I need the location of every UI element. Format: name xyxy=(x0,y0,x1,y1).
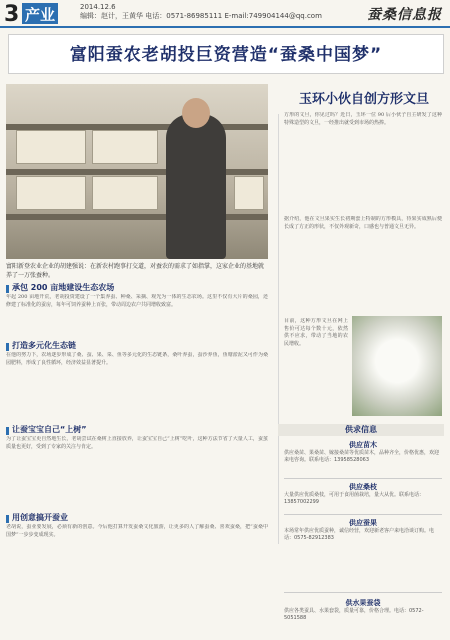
ad-text: 大量供应优质桑枝，可用于食用菌栽培，量大从优。联系电话：13857002299 xyxy=(284,492,425,505)
ad-title: 供应苗木 xyxy=(349,441,377,449)
header-email: E-mail:749904144@qq.com xyxy=(224,12,322,20)
ad-title: 供应蚕果 xyxy=(349,519,377,527)
fruit-photo xyxy=(352,316,442,416)
divider xyxy=(284,592,442,593)
subhead-4: 用创意搞开蚕业 xyxy=(6,512,268,523)
farmer-face xyxy=(182,98,210,128)
article-paragraph: 方形的文旦，你见过吗？近日，玉环一位 90 后小伙子自主研发了这种特殊造型的文旦，一经推出就受到市场的热捧。 xyxy=(284,112,442,126)
right-article-title: 玉环小伙自创方形文旦 xyxy=(298,92,429,107)
article-photo xyxy=(6,84,268,259)
shelf-bar xyxy=(6,169,268,175)
article-paragraph: 年起 200 亩地开荒，老胡投资建设了一个集养蚕、种桑、采摘、观光为一体的生态农场。这里不仅有大片的桑园，还修建了标准化的蚕房，每年可饲养蚕种上百张，带动周边农户共同增收致富。 xyxy=(6,294,268,308)
header-editor: 编辑：赵计，王黄华 xyxy=(80,12,143,20)
silkworm-tray xyxy=(92,176,158,210)
page-number: 3 xyxy=(4,2,20,27)
ad-text: 供应各类蚕具、水果套袋，质量可靠，价格合理。电话：0572-5051588 xyxy=(284,608,424,621)
header-phone: 电话：0571-86985111 xyxy=(145,12,223,20)
silkworm-tray xyxy=(16,130,86,164)
divider xyxy=(284,514,442,515)
subhead-3: 让蚕宝宝自己“上树” xyxy=(6,424,268,435)
article-paragraph: 为了让蚕宝宝更自然地生长，老胡尝试在桑树上直接放养，让蚕宝宝自己“上树”吃叶，这种方法节省了大量人工，蚕茧质量也更好，受到了专家的关注与肯定。 xyxy=(6,436,268,450)
silkworm-tray xyxy=(16,176,86,210)
silkworm-tray xyxy=(234,176,264,210)
subhead-2: 打造多元化生态链 xyxy=(6,340,268,351)
header-meta xyxy=(80,3,322,21)
ad-title: 供应桑枝 xyxy=(349,483,377,491)
ad-text: 本场常年供应优质蚕种，诚信经营，欢迎新老客户来电洽谈订购。电话：0575-82912383 xyxy=(284,528,435,541)
shelf-bar xyxy=(6,214,268,220)
newspaper-brand: 蚕桑信息报 xyxy=(367,7,442,23)
article-paragraph: 据介绍，他在文旦果实生长初期套上特制的方形模具，待果实成熟后便长成了方正的形状，不仅外观新奇，口感也与普通文旦无异。 xyxy=(284,216,442,230)
divider xyxy=(284,478,442,479)
silkworm-tray xyxy=(92,130,158,164)
ad-title: 供水果蚕袋 xyxy=(345,599,381,607)
farmer-figure xyxy=(166,114,226,259)
subhead-1: 承包 200 亩地建设生态农场 xyxy=(6,282,268,293)
header-date: 2014.12.6 xyxy=(80,3,116,11)
main-headline: 富阳蚕农老胡投巨资营造“蚕桑中国梦” xyxy=(8,34,444,74)
ads-section-header: 供求信息 xyxy=(278,424,444,436)
section-label: 产业 xyxy=(22,3,58,24)
photo-caption: 富阳新登农业企业的胡建强说：在新农村跑事打交道，对蚕农的需求了如指掌，这家企业的基地就养了一万张蚕种。 xyxy=(6,263,265,279)
article-paragraph: 老胡说，蚕业要发展，必须有新的创意。今后他打算开发蚕桑文化旅游，让更多的人了解蚕桑、喜欢蚕桑，把“蚕桑中国梦”一步步变成现实。 xyxy=(6,524,268,538)
article-paragraph: 在他的努力下，农场逐步形成了桑、蚕、果、菜、鱼等多元化的生态链条，桑叶养蚕，蚕沙养鱼，鱼塘淤泥又可作为桑园肥料，形成了良性循环，经济效益显著提升。 xyxy=(6,352,268,366)
article-paragraph: 目前，这种方形文旦在网上售价可达每个数十元，依然供不应求，带动了当地的农民增收。 xyxy=(284,318,348,347)
ad-text: 供应桑苗、果桑苗、嫁接桑苗等优质苗木，品种齐全，价格优惠，欢迎来电咨询。联系电话：13958528063 xyxy=(284,450,440,463)
